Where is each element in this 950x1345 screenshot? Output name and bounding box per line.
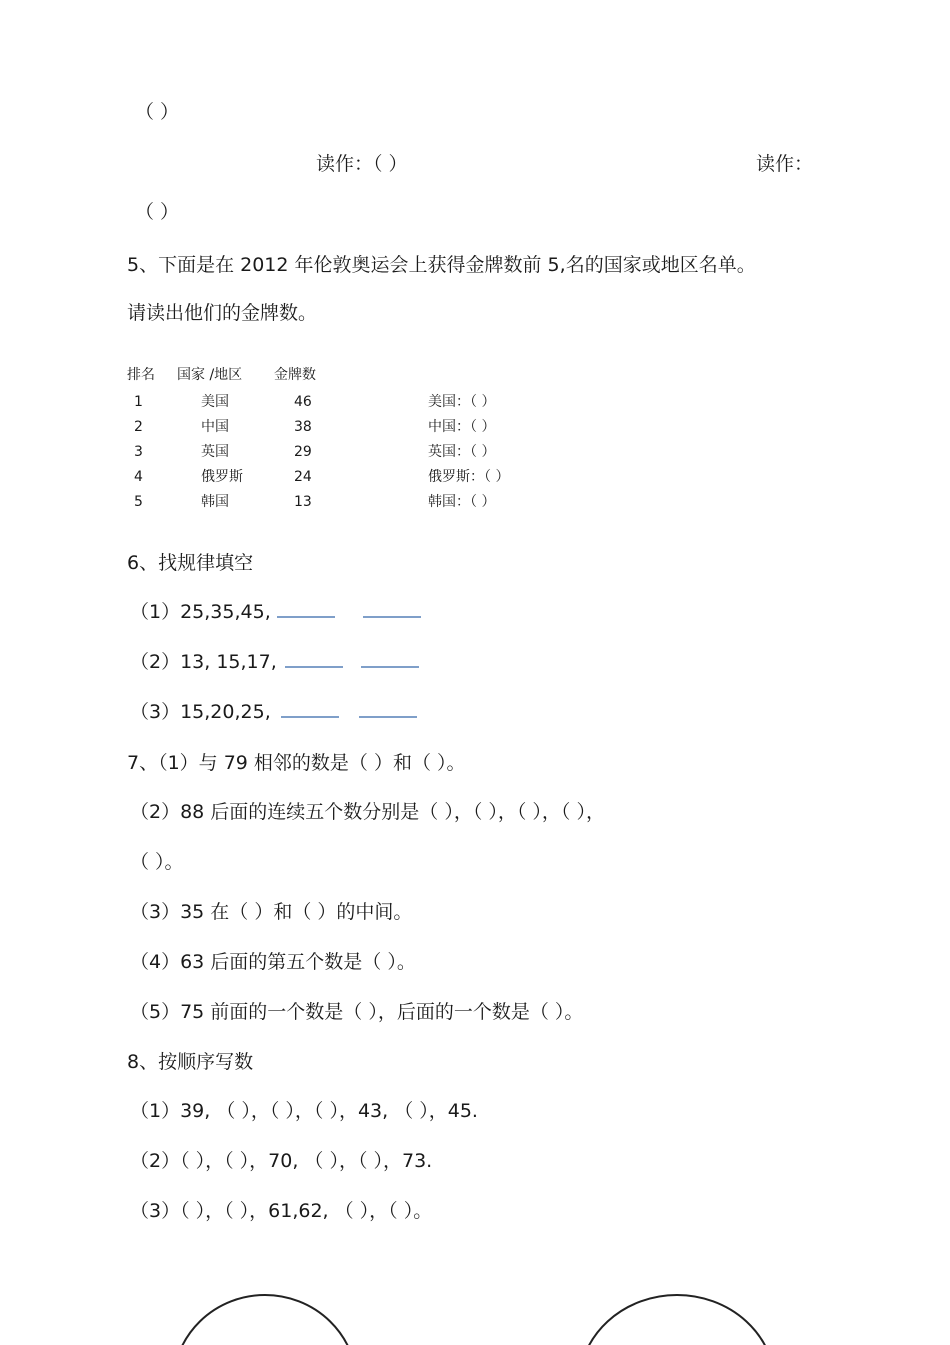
q8-title: 8、按顺序写数 [127,1051,254,1073]
row-country: 中国 [201,419,229,435]
row-gold: 24 [294,469,312,485]
q6-item-text: （3）15,20,25, [130,701,271,723]
row-country: 英国 [201,444,229,460]
row-rank: 2 [134,419,143,435]
q8-line-3: （3）（ ），（ ），61,62, （ ），（ ）。 [130,1200,433,1222]
header-country: 国家 /地区 [177,367,243,383]
read-as-right: 读作： [756,153,814,175]
q6-item-text: （2）13, 15,17, [130,651,277,673]
q8-line-1: （1）39, （ ），（ ），（ ），43, （ ），45. [130,1100,478,1122]
q7-line-1: 7、（1）与 79 相邻的数是（ ）和（ ）。 [127,752,466,774]
q7-line-3: （ ）。 [130,851,184,873]
q6-item-text: （1）25,35,45, [130,601,271,623]
row-rank: 4 [134,469,143,485]
header-rank: 排名 [127,367,155,383]
paren-line-1: （ ） [135,101,180,123]
left-oval [173,1295,357,1345]
row-gold: 29 [294,444,312,460]
row-read: 韩国：（ ） [428,494,496,510]
q7-line-6: （5）75 前面的一个数是（ ），后面的一个数是（ ）。 [130,1001,584,1023]
row-country: 美国 [201,394,229,410]
row-gold: 46 [294,394,312,410]
row-rank: 3 [134,444,143,460]
row-rank: 1 [134,394,143,410]
q7-line-5: （4）63 后面的第五个数是（ ）。 [130,951,416,973]
q7-line-4: （3）35 在（ ）和（ ）的中间。 [130,901,413,923]
q5-line-1: 5、下面是在 2012 年伦敦奥运会上获得金牌数前 5,名的国家或地区名单。 [127,254,756,276]
row-country: 俄罗斯 [201,469,243,485]
row-read: 俄罗斯：（ ） [428,469,510,485]
q7-line-2: （2）88 后面的连续五个数分别是（ ），（ ），（ ），（ ）， [130,801,605,823]
row-gold: 13 [294,494,312,510]
row-read: 英国：（ ） [428,444,496,460]
row-read: 美国：（ ） [428,394,496,410]
row-gold: 38 [294,419,312,435]
header-gold: 金牌数 [274,367,316,383]
q5-line-2: 请读出他们的金牌数。 [127,302,318,324]
row-read: 中国：（ ） [428,419,496,435]
q6-title: 6、找规律填空 [127,552,254,574]
row-country: 韩国 [201,494,229,510]
paren-line-2: （ ） [135,201,180,223]
row-rank: 5 [134,494,143,510]
right-oval [579,1295,775,1345]
q8-line-2: （2）（ ），（ ），70, （ ），（ ），73. [130,1150,433,1172]
read-as-left: 读作：（ ） [316,153,408,175]
